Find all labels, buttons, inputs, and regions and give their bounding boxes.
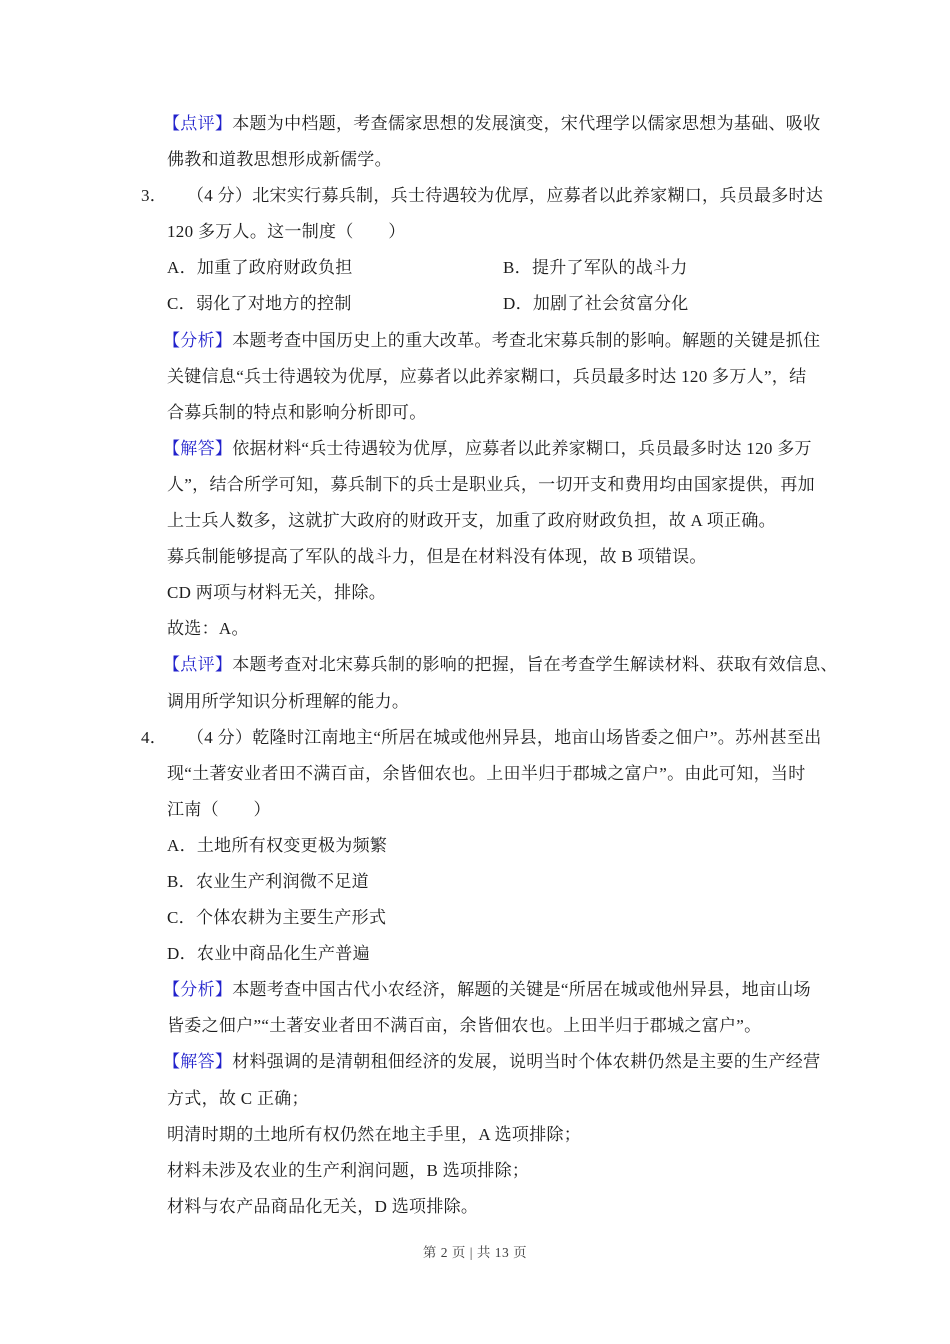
comment-paragraph-q3 [0, 647, 950, 683]
answer-paragraph-q4-cont: 明清时期的土地所有权仍然在地主手里，A 选项排除； [167, 1124, 582, 1144]
analysis-paragraph-q3 [0, 323, 950, 359]
page-footer: 第 2 页 | 共 13 页 [422, 1244, 528, 1260]
answer-label: 【解答】 [163, 1052, 233, 1072]
question-3-number: 3． [141, 186, 168, 206]
question-4-number: 4． [141, 727, 168, 747]
analysis-paragraph-q3-cont: 关键信息“兵士待遇较为优厚，应募者以此养家糊口，兵员最多时达 120 多万人”，结 [167, 366, 807, 386]
line-text: 依据材料“兵士待遇较为优厚，应募者以此养家糊口，兵员最多时达 120 多万 [232, 438, 812, 458]
line-text: 本题考查中国历史上的重大改革。考查北宋募兵制的影响。解题的关键是抓住 [232, 330, 821, 350]
question-3-text: （4 分）北宋实行募兵制，兵士待遇较为优厚，应募者以此养家糊口，兵员最多时达 [187, 186, 824, 206]
answer-conclusion-q3: 故选：A。 [167, 619, 249, 639]
question-4-option-c: C．个体农耕为主要生产形式 [167, 908, 387, 928]
answer-paragraph-q4-cont: 方式，故 C 正确； [167, 1088, 309, 1108]
line-text: 本题考查中国古代小农经济，解题的关键是“所居在城或他州异县，地亩山场 [232, 980, 811, 1000]
option-a: A．加重了政府财政负担 [167, 258, 353, 278]
answer-paragraph-q4-cont: 材料与农产品商品化无关，D 选项排除。 [167, 1196, 479, 1216]
question-4 [0, 720, 950, 756]
question-3 [0, 178, 950, 214]
answer-paragraph-q3-cont: 募兵制能够提高了军队的战斗力，但是在材料没有体现，故 B 项错误。 [167, 547, 707, 567]
comment-paragraph-q2-cont: 佛教和道教思想形成新儒学。 [167, 150, 392, 170]
question-4-text: （4 分）乾隆时江南地主“所居在城或他州异县，地亩山场皆委之佃户”。苏州甚至出 [187, 727, 822, 747]
analysis-paragraph-q4 [0, 972, 950, 1008]
answer-paragraph-q4-cont: 材料未涉及农业的生产利润问题，B 选项排除； [167, 1160, 530, 1180]
analysis-paragraph-q4-cont: 皆委之佃户”“土著安业者田不满百亩，余皆佃农也。上田半归于郡城之富户”。 [167, 1016, 762, 1036]
question-4-option-b: B．农业生产利润微不足道 [167, 871, 369, 891]
answer-paragraph-q3-cont: CD 两项与材料无关，排除。 [167, 583, 387, 603]
analysis-label: 【分析】 [163, 330, 233, 350]
line-text: 本题考查对北宋募兵制的影响的把握，旨在考查学生解读材料、获取有效信息、 [232, 655, 838, 675]
answer-paragraph-q3-cont: 上士兵人数多，这就扩大政府的财政开支，加重了政府财政负担，故 A 项正确。 [167, 511, 776, 531]
comment-paragraph-q3-cont: 调用所学知识分析理解的能力。 [167, 691, 410, 711]
analysis-paragraph-q3-cont: 合募兵制的特点和影响分析即可。 [167, 402, 427, 422]
answer-paragraph-q4 [0, 1044, 950, 1080]
comment-paragraph-q2 [0, 106, 950, 142]
comment-label: 【点评】 [163, 655, 233, 675]
line-text: 本题为中档题，考查儒家思想的发展演变，宋代理学以儒家思想为基础、吸收 [232, 114, 821, 133]
option-b: B．提升了军队的战斗力 [503, 258, 688, 278]
question-3-options-ab [0, 250, 950, 286]
answer-label: 【解答】 [163, 438, 233, 458]
question-4-text-cont: 江南（ ） [167, 799, 271, 819]
question-3-options-cd [0, 286, 950, 322]
question-4-text-cont: 现“土著安业者田不满百亩，余皆佃农也。上田半归于郡城之富户”。由此可知，当时 [167, 763, 806, 783]
answer-paragraph-q3-cont: 人”，结合所学可知，募兵制下的兵士是职业兵，一切开支和费用均由国家提供，再加 [167, 474, 815, 494]
comment-label: 【点评】 [163, 114, 233, 133]
answer-paragraph-q3 [0, 431, 950, 467]
question-3-text-cont: 120 多万人。这一制度（ ） [167, 222, 406, 242]
question-4-option-a: A．土地所有权变更极为频繁 [167, 835, 388, 855]
option-c: C．弱化了对地方的控制 [167, 294, 352, 314]
line-text: 材料强调的是清朝租佃经济的发展，说明当时个体农耕仍然是主要的生产经营 [232, 1052, 821, 1072]
analysis-label: 【分析】 [163, 980, 233, 1000]
option-d: D．加剧了社会贫富分化 [503, 294, 689, 314]
question-4-option-d: D．农业中商品化生产普遍 [167, 944, 370, 964]
